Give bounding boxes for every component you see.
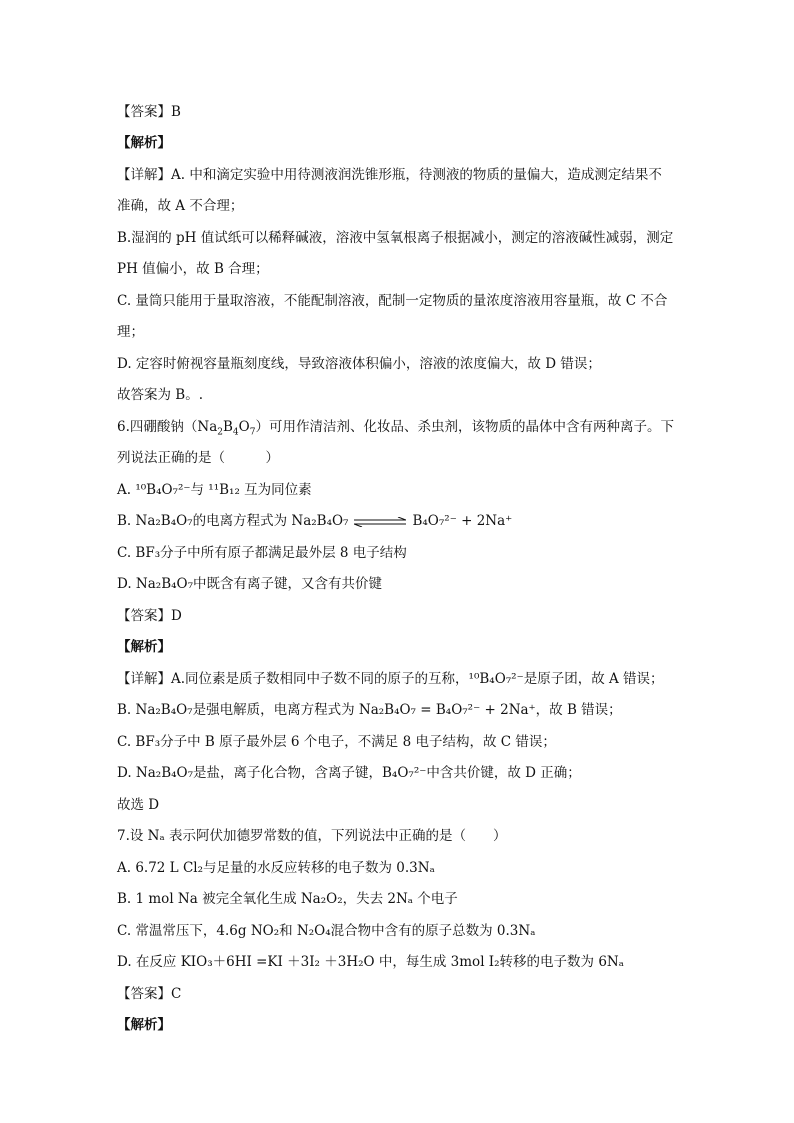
q7-option-c: C. 常温常压下，4.6g NO₂和 N₂O₄混合物中含有的原子总数为 0.3Nₐ xyxy=(117,923,536,939)
q6-detail-line: B. Na₂B₄O₇是强电解质，电离方程式为 Na₂B₄O₇ = B₄O₇²⁻ + 2Na⁺，故 B 错误； xyxy=(117,702,622,718)
q6-detail-line: D. Na₂B₄O₇是盐，离子化合物，含离子键，B₄O₇²⁻中含共价键，故 D 正确； xyxy=(117,765,581,781)
q5-detail-line: D. 定容时俯视容量瓶刻度线，导致溶液体积偏小，溶液的浓度偏大，故 D 错误； xyxy=(117,356,601,372)
q6-analysis-heading: 【解析】 xyxy=(117,639,171,655)
q7-option-d: D. 在反应 KIO₃＋6HI =KI ＋3I₂ ＋3H₂O 中，每生成 3mol I₂转移的电子数为 6Nₐ xyxy=(117,954,624,970)
q7-analysis-heading: 【解析】 xyxy=(117,1017,171,1033)
q6-stem-text: 6.四硼酸钠（Na xyxy=(117,419,218,435)
q6-option-a: A. ¹⁰B₄O₇²⁻与 ¹¹B₁₂ 互为同位素 xyxy=(117,482,312,498)
q6-option-d: D. Na₂B₄O₇中既含有离子键，又含有共价键 xyxy=(117,576,383,592)
q6-detail-line: C. BF₃分子中 B 原子最外层 6 个电子，不满足 8 电子结构，故 C 错误； xyxy=(117,734,556,750)
q6-stem-text: O xyxy=(238,419,250,435)
q5-detail-line: 理； xyxy=(117,324,144,340)
q6-option-b xyxy=(117,512,512,530)
q7-option-b: B. 1 mol Na 被完全氧化生成 Na₂O₂，失去 2Nₐ 个电子 xyxy=(117,891,458,907)
q7-answer: 【答案】C xyxy=(117,986,182,1002)
q6-detail-line: 故选 D xyxy=(117,797,160,813)
q5-analysis-heading: 【解析】 xyxy=(117,135,171,151)
q5-detail-line: B.湿润的 pH 值试纸可以稀释碱液，溶液中氢氧根离子根据减小，测定的溶液碱性减弱，测定 xyxy=(117,230,674,246)
q6-stem-text: B xyxy=(222,419,233,435)
q5-detail-line: PH 值偏小，故 B 合理； xyxy=(117,261,269,277)
q6-stem-line-2: 列说法正确的是（ ） xyxy=(117,450,279,466)
reversible-arrow-icon xyxy=(354,517,406,527)
q5-detail-line: 【详解】A. 中和滴定实验中用待测液润洗锥形瓶，待测液的物质的量偏大，造成测定结果不 xyxy=(117,167,662,183)
q6-stem-text: ）可用作清洁剂、化妆品、杀虫剂，该物质的晶体中含有两种离子。下 xyxy=(255,419,674,435)
q7-stem: 7.设 Nₐ 表示阿伏加德罗常数的值，下列说法中正确的是（ ） xyxy=(117,828,507,844)
q6-option-b-text: B₄O₇²⁻ + 2Na⁺ xyxy=(412,513,513,529)
q7-option-a: A. 6.72 L Cl₂与足量的水反应转移的电子数为 0.3Nₐ xyxy=(117,860,435,876)
q6-option-c: C. BF₃分子中所有原子都满足最外层 8 电子结构 xyxy=(117,545,407,561)
q5-detail-line: 准确，故 A 不合理； xyxy=(117,198,244,214)
q5-answer: 【答案】B xyxy=(117,104,181,120)
q5-detail-line: 故答案为 B。. xyxy=(117,387,204,403)
q6-detail-line: 【详解】A.同位素是质子数相同中子数不同的原子的互称，¹⁰B₄O₇²⁻是原子团，故 A 错误； xyxy=(117,671,664,687)
q6-option-b-text: B. Na₂B₄O₇的电离方程式为 Na₂B₄O₇ xyxy=(117,513,349,529)
q6-answer: 【答案】D xyxy=(117,608,182,624)
q6-stem-line-1: 6.四硼酸钠$(Na_2B_4O_7)$可用作清洁剂、化妆品、杀虫剂，该物质的晶体中含有两种离子。下 xyxy=(117,419,674,438)
q5-detail-line: C. 量筒只能用于量取溶液，不能配制溶液，配制一定物质的量浓度溶液用容量瓶，故 C 不合 xyxy=(117,293,668,309)
